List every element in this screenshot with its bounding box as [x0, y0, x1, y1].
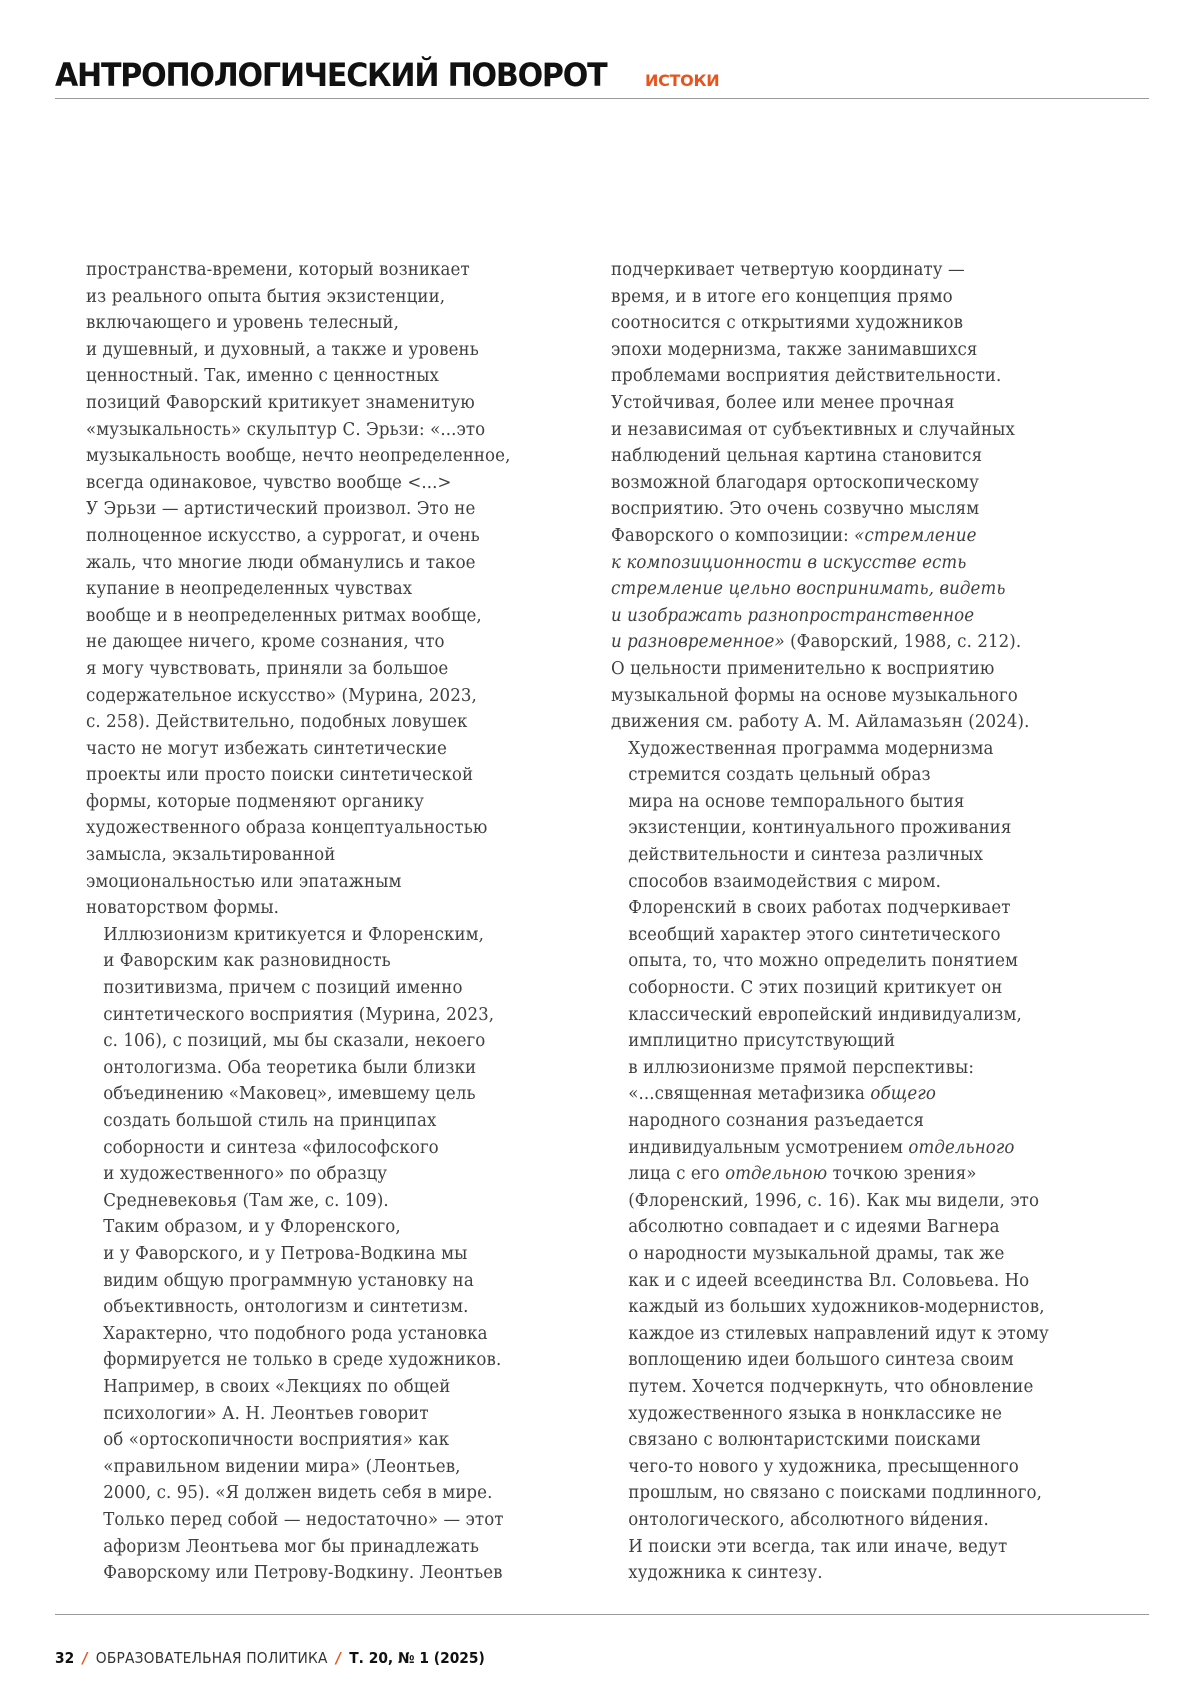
- text-line: путем. Хочется подчеркнуть, что обновление: [611, 1374, 1141, 1401]
- text-line: способов взаимодействия с миром.: [611, 869, 1141, 896]
- text-line: объединению «Маковец», имевшему цель: [86, 1081, 616, 1108]
- running-title: АНТРОПОЛОГИЧЕСКИЙ ПОВОРОТ: [55, 56, 606, 94]
- text-line: из реального опыта бытия экзистенции,: [86, 284, 616, 311]
- text-line: Художественная программа модернизма: [611, 736, 1141, 763]
- text-line: в иллюзионизме прямой перспективы:: [611, 1055, 1141, 1082]
- line-group: [611, 656, 1141, 736]
- emphasis: отдельною: [725, 1164, 827, 1184]
- emphasis: общего: [870, 1084, 936, 1104]
- text-line: У Эрьзи — артистический произвол. Это не: [86, 496, 616, 523]
- line-group: [611, 1188, 1141, 1587]
- text-line: как и с идеей всеединства Вл. Соловьева. Но: [611, 1268, 1141, 1295]
- text-line: соборности и синтеза «философского: [86, 1135, 616, 1162]
- text-line: Таким образом, и у Флоренского,: [86, 1214, 616, 1241]
- quote-italic-lines: [611, 550, 1141, 630]
- text-line: абсолютно совпадает и с идеями Вагнера: [611, 1214, 1141, 1241]
- text-line: проекты или просто поиски синтетической: [86, 762, 616, 789]
- text-line: действительности и синтеза различных: [611, 842, 1141, 869]
- quote-italic: «стремление: [854, 526, 976, 546]
- text-line: и независимая от субъективных и случайных: [611, 417, 1141, 444]
- text-line: каждое из стилевых направлений идут к этому: [611, 1321, 1141, 1348]
- text-line: часто не могут избежать синтетические: [86, 736, 616, 763]
- text-line: время, и в итоге его концепция прямо: [611, 284, 1141, 311]
- text-line: создать большой стиль на принципах: [86, 1108, 616, 1135]
- text-line: формируется не только в среде художников.: [86, 1347, 616, 1374]
- text-line: связано с волюнтаристскими поисками: [611, 1427, 1141, 1454]
- text-line: восприятию. Это очень созвучно мыслям: [611, 496, 1141, 523]
- text-line: народного сознания разъедается: [611, 1108, 1141, 1135]
- line-group: [611, 257, 1141, 523]
- footer-info: [55, 1649, 485, 1667]
- text-line: эпохи модернизма, также занимавшихся: [611, 337, 1141, 364]
- text-line: о народности музыкальной драмы, так же: [611, 1241, 1141, 1268]
- journal-name: ОБРАЗОВАТЕЛЬНАЯ ПОЛИТИКА: [96, 1649, 328, 1667]
- separator: /: [336, 1649, 341, 1667]
- text-line: индивидуальным усмотрением отдельного: [611, 1135, 1141, 1162]
- text-line: опыта, то, что можно определить понятием: [611, 948, 1141, 975]
- text-line: Например, в своих «Лекциях по общей: [86, 1374, 616, 1401]
- text-line: и художественного» по образцу: [86, 1161, 616, 1188]
- text-line: и изображать разнопространственное: [611, 603, 1141, 630]
- text-line: и Фаворским как разновидность: [86, 948, 616, 975]
- text-line: к композиционности в искусстве есть: [611, 550, 1141, 577]
- text-line: Фаворского о композиции: «стремление: [611, 523, 1141, 550]
- volume-info: Т. 20, № 1 (2025): [349, 1649, 485, 1667]
- text-line: проблемами восприятия действительности.: [611, 363, 1141, 390]
- text-line: Только перед собой — недостаточно» — этот: [86, 1507, 616, 1534]
- text-line: включающего и уровень телесный,: [86, 310, 616, 337]
- text-line: наблюдений цельная картина становится: [611, 443, 1141, 470]
- text-line: художественного образа концептуальностью: [86, 815, 616, 842]
- text-line: имплицитно присутствующий: [611, 1028, 1141, 1055]
- text-line: и душевный, и духовный, а также и уровень: [86, 337, 616, 364]
- text-line: каждый из больших художников-модернистов,: [611, 1294, 1141, 1321]
- paragraph: [611, 257, 1141, 736]
- text-line: и у Фаворского, и у Петрова-Водкина мы: [86, 1241, 616, 1268]
- text-line: мира на основе темпорального бытия: [611, 789, 1141, 816]
- text-line: вообще и в неопределенных ритмах вообще,: [86, 603, 616, 630]
- text-line: О цельности применительно к восприятию: [611, 656, 1141, 683]
- text-line: художника к синтезу.: [611, 1560, 1141, 1587]
- text-line: с. 258). Действительно, подобных ловушек: [86, 709, 616, 736]
- text-line: не дающее ничего, кроме сознания, что: [86, 629, 616, 656]
- text-column-left: [86, 257, 616, 1587]
- text-line: позитивизма, причем с позиций именно: [86, 975, 616, 1002]
- text-line: (Флоренский, 1996, с. 16). Как мы видели, это: [611, 1188, 1141, 1215]
- page-number: 32: [55, 1649, 74, 1667]
- page-footer: [55, 1614, 1149, 1615]
- text-line: замысла, экзальтированной: [86, 842, 616, 869]
- text-line: стремление цельно воспринимать, видеть: [611, 576, 1141, 603]
- text-line: возможной благодаря ортоскопическому: [611, 470, 1141, 497]
- text-line: 2000, с. 95). «Я должен видеть себя в мире.: [86, 1480, 616, 1507]
- section-label: ИСТОКИ: [645, 71, 719, 90]
- text-line: соотносится с открытиями художников: [611, 310, 1141, 337]
- text-line: эмоциональностью или эпатажным: [86, 869, 616, 896]
- text-line: «...священная метафизика общего: [611, 1081, 1141, 1108]
- paragraph: [86, 1214, 616, 1586]
- text-line: подчеркивает четвертую координату —: [611, 257, 1141, 284]
- text-line: пространства-времени, который возникает: [86, 257, 616, 284]
- text-line: я могу чувствовать, приняли за большое: [86, 656, 616, 683]
- text-line: объективность, онтологизм и синтетизм.: [86, 1294, 616, 1321]
- separator: /: [82, 1649, 87, 1667]
- text-line: лица с его отдельною точкою зрения»: [611, 1161, 1141, 1188]
- text-line: позиций Фаворский критикует знаменитую: [86, 390, 616, 417]
- text-line: всегда одинаковое, чувство вообще <...>: [86, 470, 616, 497]
- text-line: Характерно, что подобного рода установка: [86, 1321, 616, 1348]
- text-line: классический европейский индивидуализм,: [611, 1002, 1141, 1029]
- text-line: Фаворскому или Петрову-Водкину. Леонтьев: [86, 1560, 616, 1587]
- text-line: новаторством формы.: [86, 895, 616, 922]
- text-line: И поиски эти всегда, так или иначе, ведут: [611, 1534, 1141, 1561]
- text-line: движения см. работу А. М. Айламазьян (2024).: [611, 709, 1141, 736]
- text-line: Флоренский в своих работах подчеркивает: [611, 895, 1141, 922]
- text-line: всеобщий характер этого синтетического: [611, 922, 1141, 949]
- text-line: Средневековья (Там же, с. 109).: [86, 1188, 616, 1215]
- text-line: видим общую программную установку на: [86, 1268, 616, 1295]
- text-line: содержательное искусство» (Мурина, 2023,: [86, 683, 616, 710]
- paragraph: [86, 922, 616, 1215]
- text-line: воплощению идеи большого синтеза своим: [611, 1347, 1141, 1374]
- line-group: [611, 736, 1141, 1082]
- text-line: «правильном видении мира» (Леонтьев,: [86, 1454, 616, 1481]
- text-line: «музыкальность» скульптур С. Эрьзи: «...это: [86, 417, 616, 444]
- text-line: об «ортоскопичности восприятия» как: [86, 1427, 616, 1454]
- text-line: психологии» А. Н. Леонтьев говорит: [86, 1401, 616, 1428]
- text-line: прошлым, но связано с поисками подлинного,: [611, 1480, 1141, 1507]
- text-line: купание в неопределенных чувствах: [86, 576, 616, 603]
- text-line: художественного языка в нонклассике не: [611, 1401, 1141, 1428]
- text-line: чего-то нового у художника, пресыщенного: [611, 1454, 1141, 1481]
- text-line: онтологизма. Оба теоретика были близки: [86, 1055, 616, 1082]
- text-line: и разновременное» (Фаворский, 1988, с. 212).: [611, 629, 1141, 656]
- text-line: онтологического, абсолютного ви́дения.: [611, 1507, 1141, 1534]
- text-line: экзистенции, континуального проживания: [611, 815, 1141, 842]
- text-line: ценностный. Так, именно с ценностных: [86, 363, 616, 390]
- page-header: [55, 48, 1149, 99]
- paragraph: [86, 257, 616, 922]
- text-line: формы, которые подменяют органику: [86, 789, 616, 816]
- text-line: музыкальной формы на основе музыкального: [611, 683, 1141, 710]
- text-line: афоризм Леонтьева мог бы принадлежать: [86, 1534, 616, 1561]
- emphasis: отдельного: [908, 1138, 1014, 1158]
- text-line: синтетического восприятия (Мурина, 2023,: [86, 1002, 616, 1029]
- text-line: полноценное искусство, а суррогат, и очень: [86, 523, 616, 550]
- text-line: Устойчивая, более или менее прочная: [611, 390, 1141, 417]
- text-line: стремится создать цельный образ: [611, 762, 1141, 789]
- text-line: с. 106), с позиций, мы бы сказали, некоего: [86, 1028, 616, 1055]
- text-line: Иллюзионизм критикуется и Флоренским,: [86, 922, 616, 949]
- text-line: жаль, что многие люди обманулись и такое: [86, 550, 616, 577]
- paragraph: [611, 736, 1141, 1587]
- text-column-right: [611, 257, 1141, 1587]
- text-line: соборности. С этих позиций критикует он: [611, 975, 1141, 1002]
- quote-italic: и разновременное»: [611, 632, 785, 652]
- text-line: музыкальность вообще, нечто неопределенное,: [86, 443, 616, 470]
